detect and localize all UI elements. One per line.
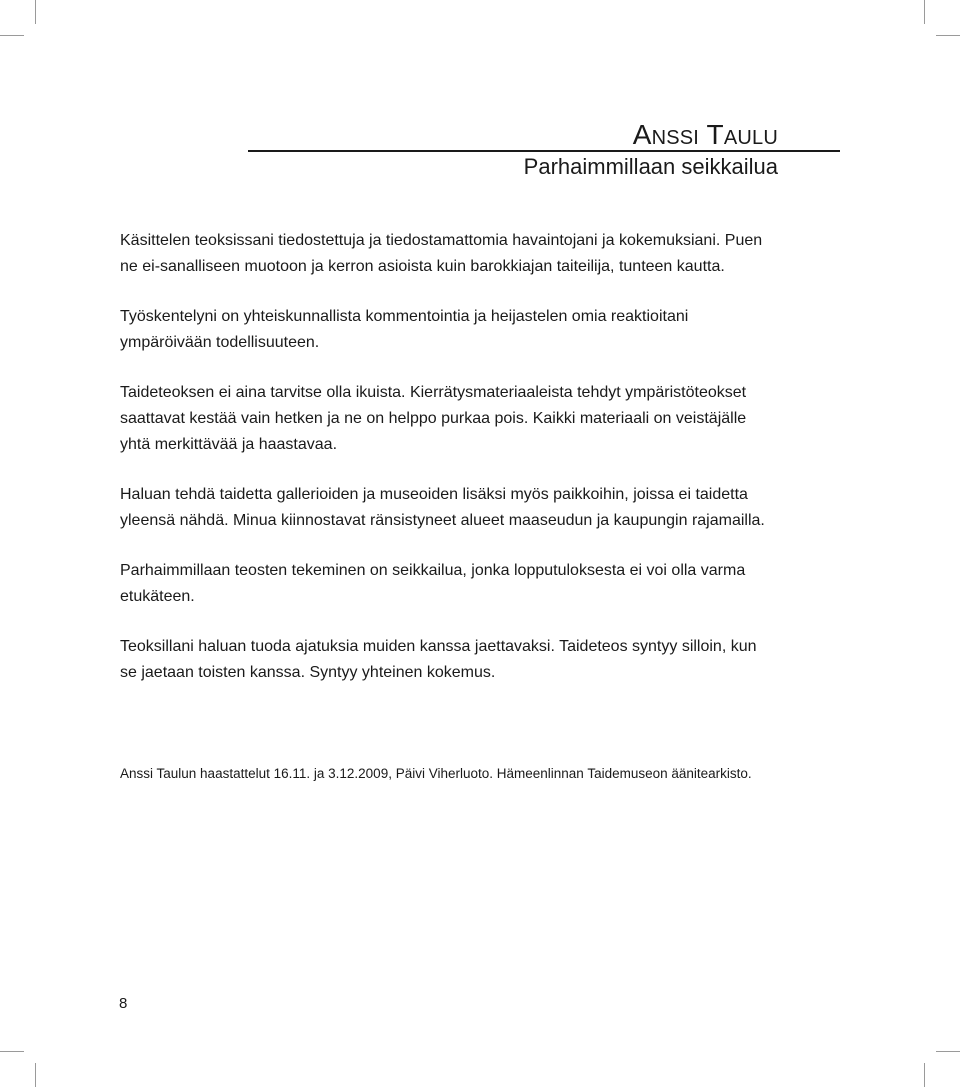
- paragraph: Haluan tehdä taidetta gallerioiden ja museoiden lisäksi myös paikkoihin, joissa ei taidetta yleensä nähdä. Minua kiinnostavat ränsistyneet alueet maaseudun ja kaupungin rajamailla.: [120, 486, 765, 529]
- author-name: Anssi Taulu: [632, 119, 778, 150]
- paragraph: Työskentelyni on yhteiskunnallista kommentointia ja heijastelen omia reaktioitani ympäröivään todellisuuteen.: [120, 308, 689, 351]
- article-body: [120, 228, 770, 710]
- paragraph: Käsittelen teoksissani tiedostettuja ja tiedostamattomia havaintojani ja kokemuksiani. Puen ne ei-sanalliseen muotoon ja kerron asioista kuin barokkiajan taiteilija, tunteen kautta.: [120, 232, 763, 275]
- crop-mark-bottom-right: [924, 1063, 925, 1087]
- crop-mark-top-left: [35, 0, 36, 24]
- crop-mark-bottom-left: [35, 1063, 36, 1087]
- article-subtitle: Parhaimmillaan seikkailua: [523, 154, 778, 179]
- crop-mark-top-right: [924, 0, 925, 24]
- crop-mark-right-top: [936, 35, 960, 36]
- page-header: [248, 118, 840, 180]
- paragraph: Taideteoksen ei aina tarvitse olla ikuista. Kierrätysmateriaaleista tehdyt ympäristöteokset saattavat kestää vain hetken ja ne on helppo purkaa pois. Kaikki materiaali on veistäjälle yhtä merkittävää ja haastavaa.: [120, 384, 747, 453]
- paragraph: Parhaimmillaan teosten tekeminen on seikkailua, jonka lopputuloksesta ei voi olla varma etukäteen.: [120, 562, 746, 605]
- crop-mark-right-bottom: [936, 1051, 960, 1052]
- crop-mark-left-top: [0, 35, 24, 36]
- crop-mark-left-bottom: [0, 1051, 24, 1052]
- paragraph: Teoksillani haluan tuoda ajatuksia muiden kanssa jaettavaksi. Taideteos syntyy silloin, kun se jaetaan toisten kanssa. Syntyy yhteinen kokemus.: [120, 638, 757, 681]
- source-note: Anssi Taulun haastattelut 16.11. ja 3.12.2009, Päivi Viherluoto. Hämeenlinnan Taidemuseon äänitearkisto.: [120, 766, 752, 781]
- page-number: 8: [119, 995, 128, 1012]
